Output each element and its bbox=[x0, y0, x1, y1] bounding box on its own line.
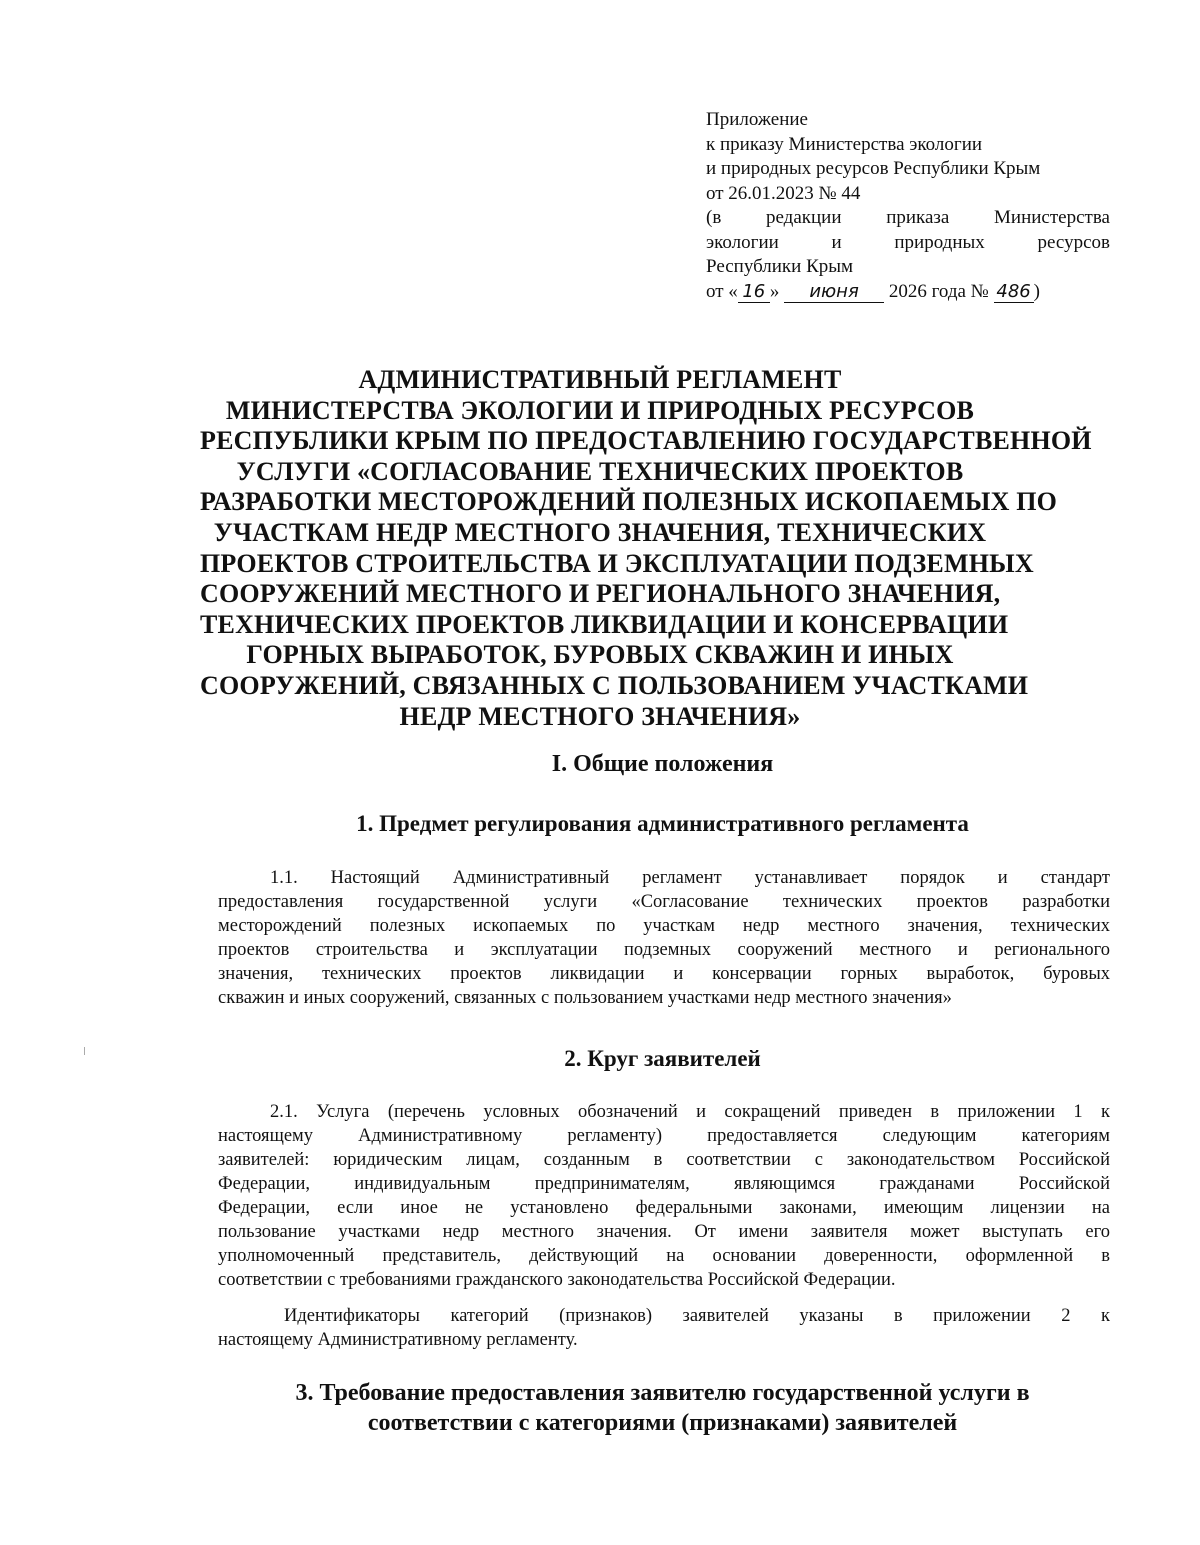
paragraph-line: значения, технических проектов ликвидации и консервации горных выработок, буровых bbox=[218, 964, 1110, 984]
paragraph-line: 2.1. Услуга (перечень условных обозначений и сокращений приведен в приложении 1 к bbox=[270, 1102, 1110, 1122]
title-line: СООРУЖЕНИЙ МЕСТНОГО И РЕГИОНАЛЬНОГО ЗНАЧЕНИЯ, bbox=[200, 579, 1001, 609]
title-line: ГОРНЫХ ВЫРАБОТОК, БУРОВЫХ СКВАЖИН И ИНЫХ bbox=[246, 640, 954, 670]
margin-mark bbox=[84, 1047, 85, 1055]
paragraph-line: настоящему Административному регламенту) предоставляется следующим категориям bbox=[218, 1126, 1110, 1146]
paragraph-line: проектов строительства и эксплуатации подземных сооружений местного и регионального bbox=[218, 940, 1110, 960]
paragraph-line: 1.1. Настоящий Административный регламент устанавливает порядок и стандарт bbox=[270, 868, 1110, 888]
title-line: ПРОЕКТОВ СТРОИТЕЛЬСТВА И ЭКСПЛУАТАЦИИ ПОДЗЕМНЫХ bbox=[200, 548, 1034, 578]
title-line: АДМИНИСТРАТИВНЫЙ РЕГЛАМЕНТ bbox=[358, 365, 842, 394]
appendix-line: и природных ресурсов Республики Крым bbox=[706, 158, 1041, 179]
subsection-heading-requirements bbox=[215, 1378, 1110, 1438]
date-year: 2026 года № bbox=[888, 280, 989, 302]
appendix-line: от 26.01.2023 № 44 bbox=[706, 182, 861, 204]
title-line: СООРУЖЕНИЙ, СВЯЗАННЫХ С ПОЛЬЗОВАНИЕМ УЧАСТКАМИ bbox=[200, 670, 1029, 700]
appendix-line: экологии и природных ресурсов bbox=[706, 231, 1110, 253]
handwritten-number: 486 bbox=[994, 282, 1034, 303]
paragraph-line: Идентификаторы категорий (признаков) заявителей указаны в приложении 2 к bbox=[284, 1306, 1110, 1326]
title-line: РЕСПУБЛИКИ КРЫМ ПО ПРЕДОСТАВЛЕНИЮ ГОСУДАРСТВЕННОЙ bbox=[200, 426, 1092, 456]
subsection-heading-subject: 1. Предмет регулирования административного регламента bbox=[356, 811, 969, 836]
handwritten-month: июня bbox=[784, 282, 884, 303]
appendix-date-line bbox=[706, 280, 1110, 305]
paragraph-line: настоящему Административному регламенту. bbox=[218, 1330, 578, 1350]
paragraph-1-1 bbox=[218, 866, 1110, 1010]
section-heading-general: I. Общие положения bbox=[551, 751, 774, 777]
appendix-line: Республики Крым bbox=[706, 256, 854, 277]
appendix-line: Приложение bbox=[706, 109, 808, 130]
heading-line: 3. Требование предоставления заявителю государственной услуги в bbox=[295, 1380, 1030, 1406]
paragraph-line: пользование участками недр местного значения. От имени заявителя может выступать его bbox=[218, 1222, 1110, 1242]
paragraph-2-2 bbox=[218, 1304, 1110, 1352]
appendix-line: (в редакции приказа Министерства bbox=[706, 207, 1110, 228]
title-line: ТЕХНИЧЕСКИХ ПРОЕКТОВ ЛИКВИДАЦИИ И КОНСЕРВАЦИИ bbox=[200, 609, 1009, 639]
title-line: НЕДР МЕСТНОГО ЗНАЧЕНИЯ» bbox=[399, 701, 801, 731]
paragraph-2-1 bbox=[218, 1100, 1110, 1292]
title-line: УСЛУГИ «СОГЛАСОВАНИЕ ТЕХНИЧЕСКИХ ПРОЕКТОВ bbox=[236, 456, 964, 486]
handwritten-day: 16 bbox=[738, 282, 770, 303]
paragraph-line: скважин и иных сооружений, связанных с пользованием участками недр местного значения» bbox=[218, 988, 952, 1008]
appendix-line: к приказу Министерства экологии bbox=[706, 133, 983, 155]
appendix-block bbox=[706, 108, 1110, 304]
paragraph-line: заявителей: юридическим лицам, созданным в соответствии с законодательством Российской bbox=[218, 1150, 1110, 1170]
heading-line: соответствии с категориями (признаками) заявителей bbox=[367, 1410, 958, 1436]
date-prefix: от « bbox=[706, 280, 738, 302]
paragraph-line: предоставления государственной услуги «Согласование технических проектов разработки bbox=[218, 892, 1110, 912]
paragraph-line: Федерации, индивидуальным предпринимателям, являющимся гражданами Российской bbox=[218, 1174, 1110, 1194]
paragraph-line: уполномоченный представитель, действующий на основании доверенности, оформленной в bbox=[218, 1246, 1110, 1266]
paragraph-line: месторождений полезных ископаемых по участкам недр местного значения, технических bbox=[218, 916, 1110, 936]
date-close: ) bbox=[1033, 280, 1040, 302]
subsection-heading-applicants: 2. Круг заявителей bbox=[564, 1046, 761, 1071]
title-line: РАЗРАБОТКИ МЕСТОРОЖДЕНИЙ ПОЛЕЗНЫХ ИСКОПАЕМЫХ ПО bbox=[200, 487, 1058, 517]
paragraph-line: Федерации, если иное не установлено федеральными законами, имеющим лицензии на bbox=[218, 1198, 1110, 1218]
date-mid: » bbox=[769, 280, 780, 302]
paragraph-line: соответствии с требованиями гражданского законодательства Российской Федерации. bbox=[218, 1270, 896, 1290]
title-line: МИНИСТЕРСТВА ЭКОЛОГИИ И ПРИРОДНЫХ РЕСУРСОВ bbox=[225, 395, 975, 425]
title-line: УЧАСТКАМ НЕДР МЕСТНОГО ЗНАЧЕНИЯ, ТЕХНИЧЕСКИХ bbox=[213, 517, 987, 547]
document-title bbox=[200, 365, 1092, 732]
